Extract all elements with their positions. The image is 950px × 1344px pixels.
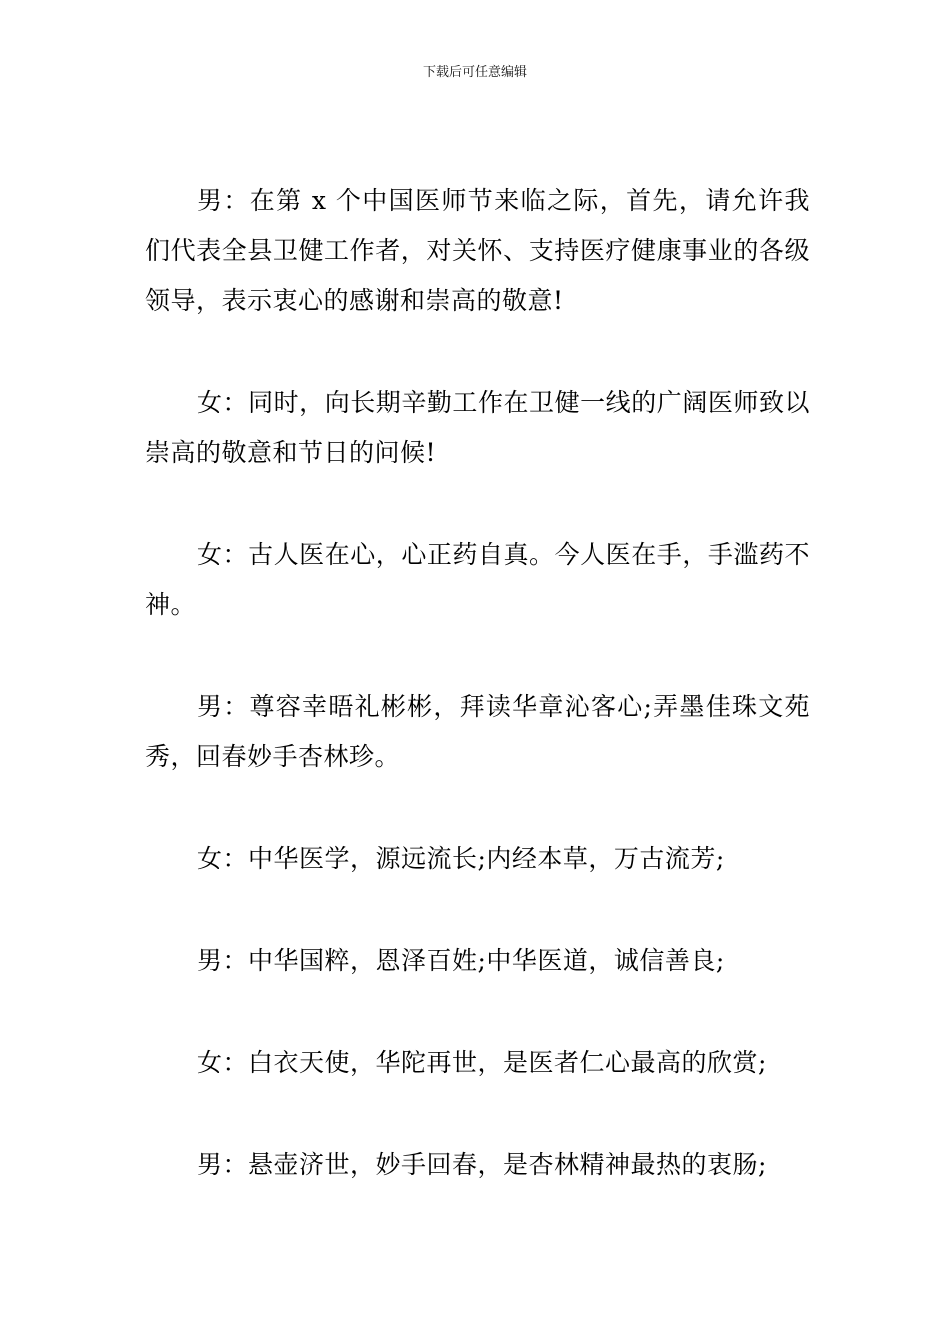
- paragraph: 女：白衣天使，华陀再世，是医者仁心最高的欣赏;: [197, 1048, 767, 1077]
- document-body: [145, 176, 810, 1242]
- paragraph: 男：中华国粹，恩泽百姓;中华医道，诚信善良;: [197, 946, 725, 975]
- paragraph: 男：悬壶济世，妙手回春，是杏林精神最热的衷肠;: [197, 1150, 767, 1179]
- paragraph: 女：同时，向长期辛勤工作在卫健一线的广阔医师致以崇高的敬意和节日的问候!: [145, 388, 810, 467]
- paragraph: 女：古人医在心，心正药自真。今人医在手，手滥药不神。: [145, 540, 810, 619]
- paragraph: 男：尊容幸晤礼彬彬，拜读华章沁客心;弄墨佳珠文苑秀，回春妙手杏林珍。: [145, 692, 810, 771]
- paragraph: 男：在第 x 个中国医师节来临之际，首先，请允许我们代表全县卫健工作者，对关怀、支持医疗健康事业的各级领导，表示衷心的感谢和崇高的敬意!: [145, 186, 810, 315]
- paragraph: 女：中华医学，源远流长;内经本草，万古流芳;: [197, 844, 725, 873]
- page-header: 下载后可任意编辑: [422, 65, 527, 80]
